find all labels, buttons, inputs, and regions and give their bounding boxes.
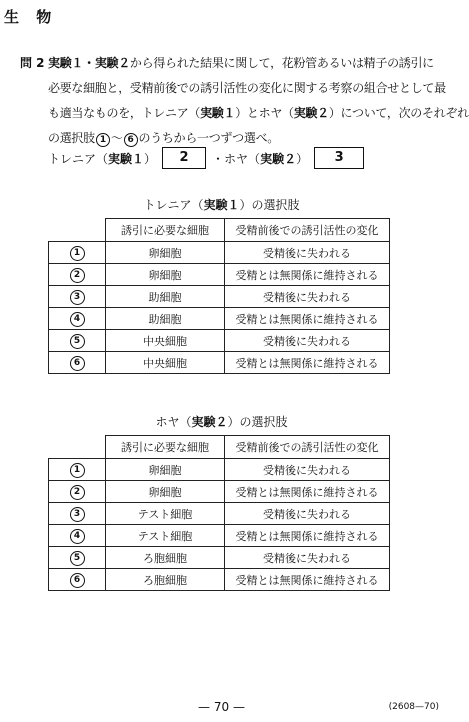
option-row[interactable]	[49, 459, 390, 481]
separator-dot: ・	[83, 56, 95, 70]
question-text: ）とホヤ（	[235, 106, 294, 120]
table2-caption: ホヤ（実験２）の選択肢	[155, 415, 288, 429]
exam-code: (2608—70)	[388, 702, 439, 712]
torenia-label: トレニア（実験１）	[48, 151, 157, 166]
option-number-cell	[49, 459, 106, 481]
answer-box-torenia[interactable]: 2	[162, 147, 206, 169]
circled-number: 5	[70, 334, 85, 349]
option-cell-name: テスト細胞	[106, 525, 225, 547]
option-cell-name: ろ胞細胞	[106, 569, 225, 591]
option-number-cell	[49, 264, 106, 286]
column-header-change: 受精前後での誘引活性の変化	[225, 436, 390, 459]
option-activity-change: 受精とは無関係に維持される	[225, 308, 390, 330]
option-activity-change: 受精後に失われる	[225, 503, 390, 525]
option-cell-name: 卵細胞	[106, 481, 225, 503]
subject-heading: 生 物	[4, 8, 58, 26]
question-line-4	[48, 129, 279, 147]
table1-caption: トレニア（実験１）の選択肢	[143, 198, 300, 212]
page-number: — 70 —	[198, 700, 245, 714]
circled-number: 1	[70, 246, 85, 261]
column-header-cell: 誘引に必要な細胞	[106, 436, 225, 459]
hoya-options-table	[48, 435, 390, 591]
option-activity-change: 受精とは無関係に維持される	[225, 525, 390, 547]
option-row[interactable]	[49, 525, 390, 547]
option-row[interactable]	[49, 286, 390, 308]
option-number-cell	[49, 352, 106, 374]
option-row[interactable]	[49, 330, 390, 352]
option-number-cell	[49, 525, 106, 547]
option-number-cell	[49, 286, 106, 308]
question-text: のうちから一つずつ選べ。	[138, 131, 279, 145]
option-row[interactable]	[49, 547, 390, 569]
option-row[interactable]	[49, 242, 390, 264]
hoya-label: ・ホヤ（実験２）	[212, 151, 309, 166]
option-number-cell	[49, 547, 106, 569]
answer-box-hoya[interactable]: 3	[314, 147, 364, 169]
table-header-row	[49, 219, 390, 242]
option-cell-name: 卵細胞	[106, 459, 225, 481]
option-number-cell	[49, 308, 106, 330]
option-activity-change: 受精とは無関係に維持される	[225, 481, 390, 503]
option-cell-name: 助細胞	[106, 286, 225, 308]
circled-number: 3	[70, 507, 85, 522]
option-cell-name: 中央細胞	[106, 352, 225, 374]
experiment-ref: 実験２	[293, 106, 329, 120]
circled-number: 4	[70, 312, 85, 327]
circled-number: 2	[70, 268, 85, 283]
option-cell-name: 助細胞	[106, 308, 225, 330]
table-corner	[49, 219, 106, 242]
option-cell-name: ろ胞細胞	[106, 547, 225, 569]
experiment-ref: 実験２	[94, 56, 130, 70]
circled-number: 5	[70, 551, 85, 566]
option-row[interactable]	[49, 569, 390, 591]
option-activity-change: 受精後に失われる	[225, 330, 390, 352]
option-row[interactable]	[49, 481, 390, 503]
question-text: の選択肢	[48, 131, 95, 145]
option-activity-change: 受精後に失われる	[225, 286, 390, 308]
option-row[interactable]	[49, 308, 390, 330]
experiment-ref: 実験１	[200, 106, 236, 120]
question-number: 問 2	[20, 56, 45, 70]
circled-number: 3	[70, 290, 85, 305]
circled-number: 2	[70, 485, 85, 500]
option-activity-change: 受精とは無関係に維持される	[225, 569, 390, 591]
circled-number: 6	[70, 573, 85, 588]
option-number-cell	[49, 569, 106, 591]
question-line-2: 必要な細胞と，受精前後での誘引活性の変化に関する考察の組合せとして最	[48, 81, 446, 95]
question-line-3	[48, 104, 469, 121]
table-header-row	[49, 436, 390, 459]
question-text: ）について，次のそれぞれ	[328, 106, 469, 120]
circled-number: 6	[124, 133, 138, 147]
option-row[interactable]	[49, 503, 390, 525]
option-activity-change: 受精後に失われる	[225, 459, 390, 481]
option-number-cell	[49, 330, 106, 352]
option-number-cell	[49, 481, 106, 503]
option-activity-change: 受精とは無関係に維持される	[225, 352, 390, 374]
circled-number: 1	[70, 463, 85, 478]
circled-number: 1	[96, 133, 110, 147]
torenia-options-table	[48, 218, 390, 374]
option-row[interactable]	[49, 264, 390, 286]
circled-number: 6	[70, 356, 85, 371]
column-header-cell: 誘引に必要な細胞	[106, 219, 225, 242]
option-cell-name: 卵細胞	[106, 264, 225, 286]
option-cell-name: テスト細胞	[106, 503, 225, 525]
option-activity-change: 受精とは無関係に維持される	[225, 264, 390, 286]
question-line-1	[48, 54, 434, 71]
column-header-change: 受精前後での誘引活性の変化	[225, 219, 390, 242]
option-row[interactable]	[49, 352, 390, 374]
experiment-ref: 実験１	[48, 56, 84, 70]
option-cell-name: 卵細胞	[106, 242, 225, 264]
option-cell-name: 中央細胞	[106, 330, 225, 352]
question-text: から得られた結果に関して，花粉管あるいは精子の誘引に	[129, 56, 434, 70]
range-tilde: 〜	[110, 131, 123, 145]
option-activity-change: 受精後に失われる	[225, 242, 390, 264]
table-corner	[49, 436, 106, 459]
circled-number: 4	[70, 529, 85, 544]
question-text: も適当なものを，トレニア（	[48, 106, 201, 120]
option-activity-change: 受精後に失われる	[225, 547, 390, 569]
option-number-cell	[49, 503, 106, 525]
answer-row	[48, 146, 370, 170]
option-number-cell	[49, 242, 106, 264]
